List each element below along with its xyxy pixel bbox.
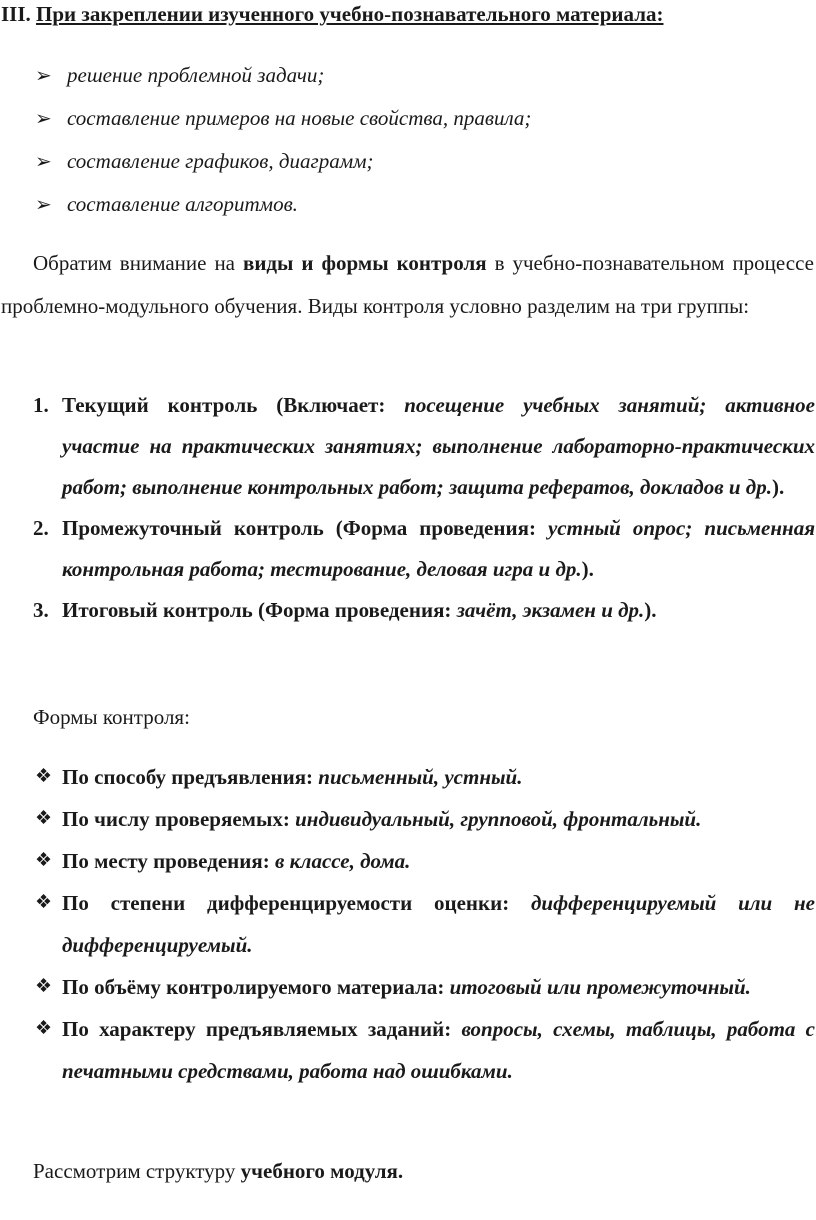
arrow-bullet-icon: ➢	[35, 194, 52, 216]
list-item: ❖ По характеру предъявляемых заданий: вопросы, схемы, таблицы, работа с печатными средствами, работа над ошибками.	[35, 1008, 815, 1092]
list-item: ➢ составление графиков, диаграмм;	[35, 146, 531, 189]
diamond-bullet-icon: ❖	[35, 892, 53, 913]
forms-title: Формы контроля:	[33, 705, 190, 729]
list-item: ❖ По степени дифференцируемости оценки: дифференцируемый или не дифференцируемый.	[35, 882, 815, 966]
diamond-bullet-icon: ❖	[35, 1018, 53, 1039]
diamond-bullet-icon: ❖	[35, 976, 53, 997]
control-types-list	[33, 385, 815, 631]
intro-emphasis: виды и формы контроля	[242, 251, 487, 275]
arrow-bullet-icon: ➢	[35, 151, 52, 173]
arrow-bullet-icon: ➢	[35, 65, 52, 87]
arrow-bullet-icon: ➢	[35, 108, 52, 130]
list-item: ➢ решение проблемной задачи;	[35, 60, 531, 103]
intro-paragraph: Обратим внимание на виды и формы контроля в учебно-познавательном процессе проблемно-модульного обучения. Виды контроля условно разделим на три группы:	[1, 251, 814, 318]
list-item: ❖ По числу проверяемых: индивидуальный, групповой, фронтальный.	[35, 798, 815, 840]
list-item: ❖ По объёму контролируемого материала: итоговый или промежуточный.	[35, 966, 815, 1008]
list-item: 2. Промежуточный контроль (Форма проведения: устный опрос; письменная контрольная работа; тестирование, деловая игра и др.).	[33, 516, 816, 581]
diamond-bullet-icon: ❖	[35, 850, 53, 871]
closing-paragraph: Рассмотрим структуру учебного модуля.	[33, 1159, 404, 1183]
diamond-bullet-icon: ❖	[35, 808, 53, 829]
list-item: 3. Итоговый контроль (Форма проведения: зачёт, экзамен и др.).	[33, 598, 657, 622]
list-item: ❖ По месту проведения: в классе, дома.	[35, 840, 815, 882]
list-item: 1. Текущий контроль (Включает: посещение учебных занятий; активное участие на практических занятиях; выполнение лабораторно-практических работ; выполнение контрольных работ; защита рефератов, докладов и др.).	[33, 393, 815, 499]
list-item: ➢ составление примеров на новые свойства, правила;	[35, 103, 531, 146]
section-title: При закреплении изученного учебно-познавательного материала:	[36, 2, 664, 26]
section-heading	[1, 2, 663, 27]
list-item: ➢ составление алгоритмов.	[35, 189, 531, 232]
closing-emphasis: учебного модуля.	[240, 1159, 404, 1183]
section-number: III.	[1, 2, 31, 26]
control-forms-list	[35, 756, 815, 1092]
diamond-bullet-icon: ❖	[35, 766, 53, 787]
list-item: ❖ По способу предъявления: письменный, устный.	[35, 756, 815, 798]
consolidation-list	[35, 60, 531, 232]
